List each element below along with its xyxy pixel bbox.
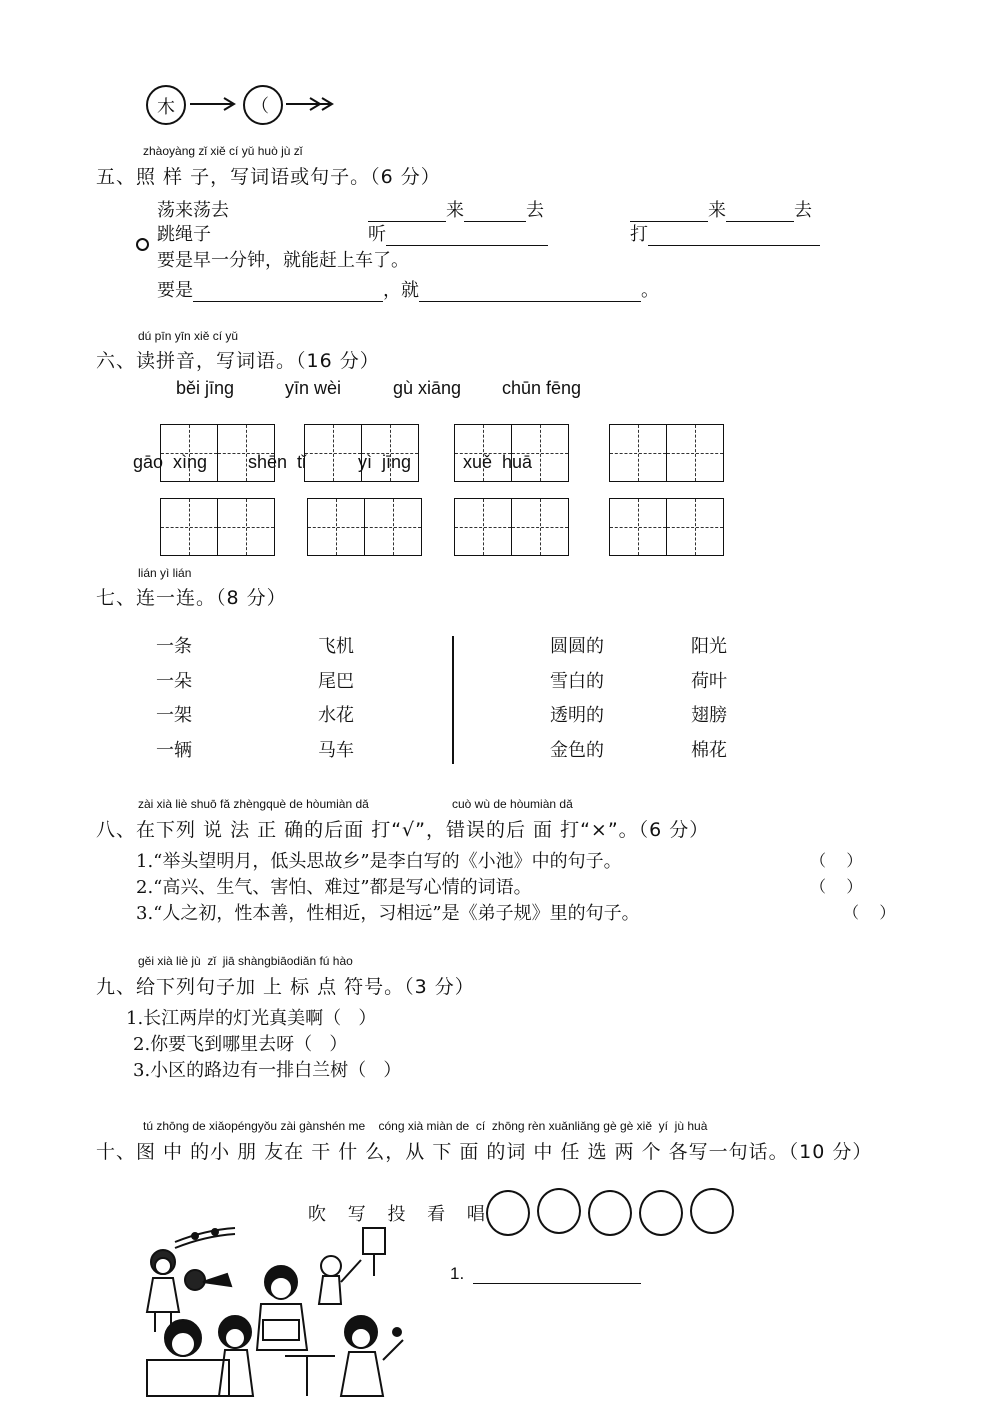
sec5-fill-1	[368, 196, 544, 222]
sec8-item-1: 1.“举头望明月，低头思故乡”是李白写的《小池》中的句子。	[136, 851, 622, 872]
sec8-item-2: 2.“高兴、生气、害怕、难过”都是写心情的词语。	[136, 877, 532, 898]
fill-char: 来	[446, 200, 464, 221]
pinyin-word: běi jīng	[176, 378, 235, 398]
fill-char: 打	[630, 224, 648, 245]
sec5-fill-3	[368, 220, 548, 246]
fill-char: 去	[526, 200, 544, 221]
match-item[interactable]: 马车	[318, 739, 354, 761]
answer-paren[interactable]: （ ）	[810, 877, 863, 896]
answer-blank[interactable]	[419, 283, 641, 302]
sec9-item-1: 1.长江两岸的灯光真美啊（ ）	[126, 1008, 377, 1029]
writing-grid[interactable]	[609, 498, 724, 556]
answer-paren[interactable]: （ ）	[843, 903, 896, 922]
sec5-example-1: 荡来荡去	[157, 200, 229, 221]
match-item[interactable]: 翅膀	[691, 705, 727, 726]
match-item[interactable]: 圆圆的	[550, 636, 604, 657]
blank-circle[interactable]	[243, 85, 283, 125]
answer-line-1	[450, 1264, 641, 1284]
sec7-pinyin: lián yì lián	[138, 566, 192, 580]
fill-char: 要是	[157, 280, 193, 301]
sec5-example-3: 要是早一分钟，就能赶上车了。	[157, 250, 409, 271]
pinyin-word: shēn tǐ	[248, 452, 307, 472]
match-item[interactable]: 棉花	[691, 739, 727, 761]
match-item[interactable]: 水花	[318, 705, 354, 726]
match-item[interactable]: 雪白的	[550, 670, 604, 692]
writing-grid[interactable]	[160, 498, 275, 556]
answer-circle[interactable]	[690, 1188, 734, 1234]
sec10-title: 十、图 中 的小 朋 友在 干 什 么，从 下 面 的词 中 任 选 两 个 各写一句话。（10 分）	[96, 1141, 873, 1163]
small-circle-icon	[136, 238, 149, 251]
answer-circle[interactable]	[639, 1190, 683, 1236]
match-right-col-b	[691, 630, 727, 768]
sec8-pinyin-2: cuò wù de hòumiàn dǎ	[452, 797, 573, 811]
double-arrow-icon	[284, 96, 336, 112]
sec9-title: 九、给下列句子加 上 标 点 符号。（3 分）	[96, 976, 475, 998]
sec9-item-2: 2.你要飞到哪里去呀（ ）	[133, 1034, 348, 1055]
fill-char: 去	[794, 200, 812, 221]
match-item[interactable]: 一条	[156, 636, 192, 657]
sec8-item-3: 3.“人之初，性本善，性相近，习相远”是《弟子规》里的句子。	[136, 903, 640, 924]
fill-char: ，就	[383, 280, 419, 301]
paren-char: （	[251, 96, 269, 117]
match-right-col-a	[550, 630, 604, 768]
match-left-col-b	[318, 630, 354, 768]
sec8-title: 八、在下列 说 法 正 确的后面 打“√”，错误的后 面 打“×”。（6 分）	[96, 819, 710, 841]
sec5-example-2: 跳绳子	[157, 224, 211, 245]
pinyin-word: gù xiāng	[393, 378, 462, 398]
match-item[interactable]: 透明的	[550, 705, 604, 726]
answer-blank[interactable]	[473, 1265, 641, 1284]
sec5-fill-4	[630, 220, 820, 246]
writing-grid[interactable]	[307, 498, 422, 556]
children-illustration	[135, 1220, 420, 1400]
answer-paren[interactable]: （ ）	[810, 851, 863, 870]
arrow-icon	[188, 96, 238, 112]
answer-blank[interactable]	[386, 227, 548, 246]
match-item[interactable]: 一朵	[156, 670, 192, 692]
pinyin-word: gāo xìng	[133, 452, 208, 472]
sec10-pinyin: tú zhōng de xiǎopéngyǒu zài gànshén me cóng xià miàn de cí zhōng rèn xuǎnliǎng gè gè xiě yí jù huà	[143, 1119, 708, 1133]
word-bank: 吹 写 投 看 唱	[308, 1204, 493, 1225]
match-item[interactable]: 一辆	[156, 739, 192, 761]
match-item[interactable]: 阳光	[691, 636, 727, 657]
answer-blank[interactable]	[648, 227, 820, 246]
sec8-pinyin-1: zài xià liè shuō fǎ zhèngquè de hòumiàn dǎ	[138, 797, 369, 811]
pinyin-word: xuě huā	[463, 452, 533, 472]
mu-circle	[146, 85, 186, 125]
sec5-title: 五、照 样 子，写词语或句子。（6 分）	[96, 166, 441, 188]
fill-char: 。	[641, 280, 659, 301]
match-left-col-a	[156, 630, 192, 768]
match-item[interactable]: 荷叶	[691, 670, 727, 692]
pinyin-word: yì jīng	[358, 452, 412, 472]
sec5-fill-5	[157, 276, 659, 302]
sec5-fill-2	[630, 196, 812, 222]
writing-grid[interactable]	[609, 424, 724, 482]
mu-char: 木	[157, 97, 175, 118]
fill-char: 来	[708, 200, 726, 221]
sec7-title: 七、连一连。（8 分）	[96, 587, 287, 609]
match-item[interactable]: 一架	[156, 705, 192, 726]
answer-blank[interactable]	[193, 283, 383, 302]
pinyin-word: chūn fēng	[502, 378, 582, 398]
answer-circle[interactable]	[588, 1190, 632, 1236]
answer-circle[interactable]	[537, 1188, 581, 1234]
pinyin-word: yīn wèi	[285, 378, 342, 398]
sec6-pinyin: dú pīn yīn xiě cí yǔ	[138, 329, 239, 343]
answer-number: 1.	[450, 1264, 465, 1283]
sec6-title: 六、读拼音，写词语。（16 分）	[96, 350, 380, 372]
answer-circle[interactable]	[486, 1190, 530, 1236]
sec9-pinyin: gěi xià liè jù zǐ jiā shàngbiāodiǎn fú hào	[138, 954, 353, 968]
sec5-pinyin: zhàoyàng zǐ xiě cí yǔ huò jù zǐ	[143, 144, 303, 158]
match-item[interactable]: 尾巴	[318, 670, 354, 692]
match-item[interactable]: 飞机	[318, 636, 354, 657]
match-item[interactable]: 金色的	[550, 739, 604, 761]
fill-char: 听	[368, 224, 386, 245]
writing-grid[interactable]	[454, 498, 569, 556]
divider-line	[452, 636, 454, 764]
sec9-item-3: 3.小区的路边有一排白兰树（ ）	[133, 1060, 402, 1081]
